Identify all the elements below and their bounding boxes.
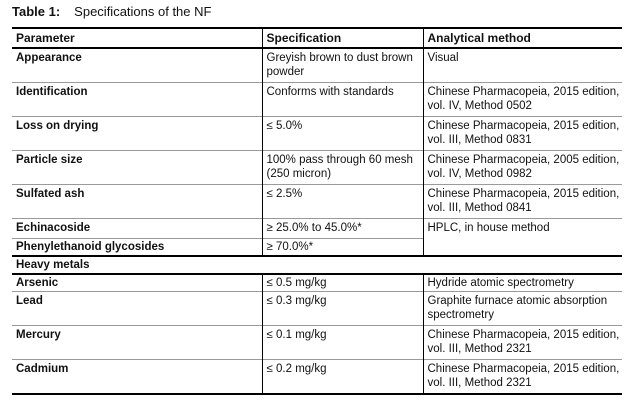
row-method: HPLC, in house method [423, 219, 622, 257]
row-parameter: Arsenic [16, 277, 59, 289]
row-specification: 100% pass through 60 mesh (250 micron) [262, 151, 423, 185]
row-parameter: Mercury [12, 326, 262, 360]
table-title: Specifications of the NF [74, 4, 212, 19]
header-analytical-method: Analytical method [423, 28, 622, 48]
header-specification: Specification [262, 28, 423, 48]
row-method: Chinese Pharmacopeia, 2015 edition, vol. III, Method 0841 [423, 185, 622, 219]
row-specification: ≤ 5.0% [262, 117, 423, 151]
row-method: Chinese Pharmacopeia, 2015 edition, vol. III, Method 0831 [423, 117, 622, 151]
row-method: Chinese Pharmacopeia, 2015 edition, vol. IV, Method 0502 [423, 83, 622, 117]
table-caption [12, 4, 211, 20]
row-parameter: Particle size [12, 151, 262, 185]
section-row [12, 256, 622, 274]
table-row [12, 326, 622, 360]
row-parameter: Identification [12, 83, 262, 117]
specifications-table [12, 27, 622, 395]
row-specification: ≥ 70.0%* [262, 239, 423, 257]
row-specification: ≥ 25.0% to 45.0%* [262, 219, 423, 239]
header-row [12, 28, 622, 48]
section-heading: Heavy metals [12, 256, 622, 274]
row-specification: Conforms with standards [262, 83, 423, 117]
table-row [12, 151, 622, 185]
row-specification: ≤ 0.5 mg/kg [262, 274, 423, 292]
table-row [12, 274, 622, 292]
table-row [12, 83, 622, 117]
row-method: Chinese Pharmacopeia, 2015 edition, vol. III, Method 2321 [423, 326, 622, 360]
table-number: Table 1: [12, 4, 61, 19]
row-specification: ≤ 0.2 mg/kg [262, 360, 423, 395]
table-row [12, 219, 622, 239]
row-method: Chinese Pharmacopeia, 2005 edition, vol. IV, Method 0982 [423, 151, 622, 185]
row-parameter: Echinacoside [12, 219, 262, 239]
table-row [12, 48, 622, 83]
row-method: Hydride atomic spectrometry [423, 274, 622, 292]
row-specification: ≤ 2.5% [262, 185, 423, 219]
table-row [12, 117, 622, 151]
row-method: Graphite furnace atomic absorption spectrometry [423, 292, 622, 326]
row-parameter: Phenylethanoid glycosides [12, 239, 262, 257]
header-parameter: Parameter [12, 28, 262, 48]
row-parameter: Loss on drying [12, 117, 262, 151]
row-specification: ≤ 0.1 mg/kg [262, 326, 423, 360]
row-parameter: Lead [12, 292, 262, 326]
table-row [12, 292, 622, 326]
row-specification: Greyish brown to dust brown powder [262, 48, 423, 83]
table-row [12, 185, 622, 219]
row-specification: ≤ 0.3 mg/kg [262, 292, 423, 326]
row-method: Chinese Pharmacopeia, 2015 edition, vol. III, Method 2321 [423, 360, 622, 395]
row-parameter: Sulfated ash [12, 185, 262, 219]
row-parameter: Appearance [16, 52, 82, 64]
row-parameter: Cadmium [12, 360, 262, 395]
table-row [12, 360, 622, 395]
row-method: Visual [423, 48, 622, 83]
